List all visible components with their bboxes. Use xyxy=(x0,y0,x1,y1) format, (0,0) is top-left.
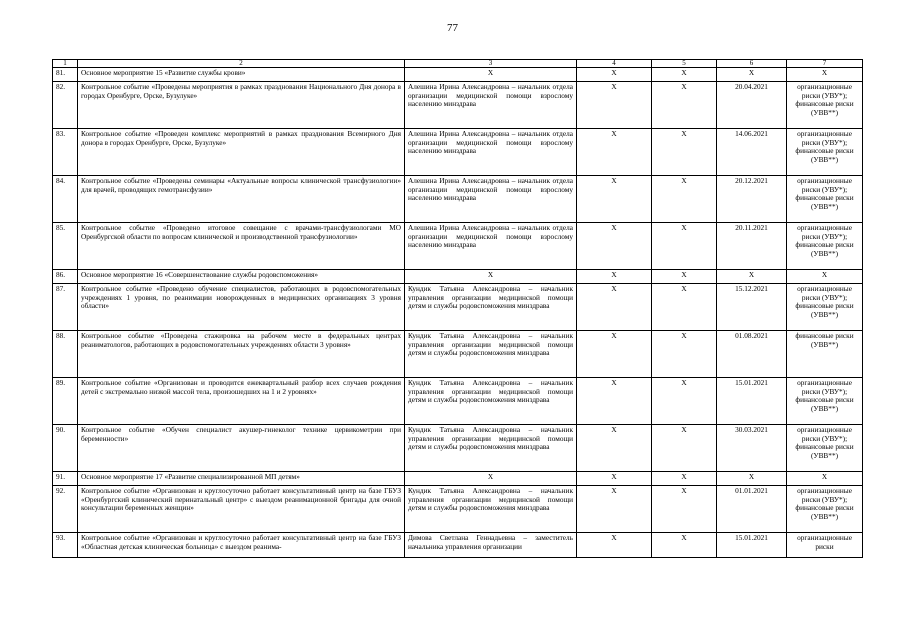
column-5-value: X xyxy=(652,176,717,223)
column-5-value: X xyxy=(652,82,717,129)
completion-date: 01.01.2021 xyxy=(717,486,787,533)
row-number: 93. xyxy=(53,533,78,558)
responsible-person: Алешина Ирина Александровна – начальник отдела организации медицинской помощи взрослому населению минздрава xyxy=(405,82,577,129)
column-number: 3 xyxy=(405,60,577,68)
responsible-person: X xyxy=(405,68,577,82)
completion-date: 15.12.2021 xyxy=(717,284,787,331)
completion-date: 14.06.2021 xyxy=(717,129,787,176)
column-4-value: X xyxy=(577,331,652,378)
column-4-value: X xyxy=(577,284,652,331)
risk-description: организационные риски (УВУ*); финансовые риски (УВВ**) xyxy=(787,223,863,270)
event-name: Контрольное событие «Проведено обучение специалистов, работающих в родовспомогательных учреждениях 1 уровня, по реанимации новорожденных в медицинских организациях 3 уровня области» xyxy=(78,284,405,331)
responsible-person: Кундик Татьяна Александровна – начальник управления организации медицинской помощи детям и службы родовспоможения минздрава xyxy=(405,425,577,472)
column-5-value: X xyxy=(652,486,717,533)
column-number: 4 xyxy=(577,60,652,68)
column-4-value: X xyxy=(577,425,652,472)
event-name: Основное мероприятие 15 «Развитие службы крови» xyxy=(78,68,405,82)
completion-date: 15.01.2021 xyxy=(717,378,787,425)
event-name: Контрольное событие «Проведен комплекс мероприятий в рамках празднования Всемирного Дня донора в городах Оренбурге, Орске, Бузулуке» xyxy=(78,129,405,176)
responsible-person: Кундик Татьяна Александровна – начальник управления организации медицинской помощи детям и службы родовспоможения минздрава xyxy=(405,284,577,331)
completion-date: 15.01.2021 xyxy=(717,533,787,558)
event-name: Контрольное событие «Проведены семинары «Актуальные вопросы клинической трансфузиологии» для врачей, проводящих гемотрансфузии» xyxy=(78,176,405,223)
row-number: 90. xyxy=(53,425,78,472)
table-row xyxy=(53,284,863,331)
table-row xyxy=(53,331,863,378)
completion-date: 20.12.2021 xyxy=(717,176,787,223)
risk-description: X xyxy=(787,472,863,486)
risk-description: организационные риски (УВУ*); финансовые риски (УВВ**) xyxy=(787,284,863,331)
column-number: 2 xyxy=(78,60,405,68)
risk-description: финансовые риски (УВВ**) xyxy=(787,331,863,378)
responsible-person: Кундик Татьяна Александровна – начальник управления организации медицинской помощи детям и службы родовспоможения минздрава xyxy=(405,486,577,533)
table-row xyxy=(53,129,863,176)
table-row xyxy=(53,270,863,284)
completion-date: X xyxy=(717,68,787,82)
table-row xyxy=(53,378,863,425)
column-5-value: X xyxy=(652,129,717,176)
risk-description: X xyxy=(787,68,863,82)
event-name: Основное мероприятие 16 «Совершенствование службы родовспоможения» xyxy=(78,270,405,284)
row-number: 86. xyxy=(53,270,78,284)
column-number: 6 xyxy=(717,60,787,68)
responsible-person: Кундик Татьяна Александровна – начальник управления организации медицинской помощи детям и службы родовспоможения минздрава xyxy=(405,378,577,425)
completion-date: 20.04.2021 xyxy=(717,82,787,129)
row-number: 83. xyxy=(53,129,78,176)
column-4-value: X xyxy=(577,129,652,176)
responsible-person: X xyxy=(405,472,577,486)
completion-date: X xyxy=(717,472,787,486)
event-name: Контрольное событие «Проведена стажировка на рабочем месте в федеральных центрах реаниматологов, работающих в родовспомогательных учреждениях области 3 уровня» xyxy=(78,331,405,378)
completion-date: 01.08.2021 xyxy=(717,331,787,378)
column-4-value: X xyxy=(577,533,652,558)
column-number-row xyxy=(53,60,863,68)
responsible-person: Димова Светлана Геннадьевна – заместитель начальника управления организации xyxy=(405,533,577,558)
responsible-person: X xyxy=(405,270,577,284)
risk-description: организационные риски (УВУ*); финансовые риски (УВВ**) xyxy=(787,486,863,533)
column-4-value: X xyxy=(577,486,652,533)
column-4-value: X xyxy=(577,82,652,129)
table-row xyxy=(53,176,863,223)
event-name: Контрольное событие «Проведены мероприятия в рамках празднования Национального Дня донора в городах Оренбурге, Орске, Бузулуке» xyxy=(78,82,405,129)
risk-description: организационные риски (УВУ*); финансовые риски (УВВ**) xyxy=(787,425,863,472)
completion-date: 30.03.2021 xyxy=(717,425,787,472)
row-number: 85. xyxy=(53,223,78,270)
table-row xyxy=(53,425,863,472)
column-5-value: X xyxy=(652,331,717,378)
row-number: 81. xyxy=(53,68,78,82)
column-5-value: X xyxy=(652,284,717,331)
event-name: Основное мероприятие 17 «Развитие специализированной МП детям» xyxy=(78,472,405,486)
table-row xyxy=(53,68,863,82)
risk-description: организационные риски (УВУ*); финансовые риски (УВВ**) xyxy=(787,82,863,129)
column-4-value: X xyxy=(577,176,652,223)
column-4-value: X xyxy=(577,223,652,270)
row-number: 89. xyxy=(53,378,78,425)
row-number: 87. xyxy=(53,284,78,331)
risk-description: организационные риски xyxy=(787,533,863,558)
column-5-value: X xyxy=(652,270,717,284)
column-number: 7 xyxy=(787,60,863,68)
plan-table xyxy=(52,59,863,558)
responsible-person: Алешина Ирина Александровна – начальник отдела организации медицинской помощи взрослому населению минздрава xyxy=(405,129,577,176)
responsible-person: Алешина Ирина Александровна – начальник отдела организации медицинской помощи взрослому населению минздрава xyxy=(405,223,577,270)
event-name: Контрольное событие «Проведено итоговое совещание с врачами-трансфузиологами МО Оренбургской области по вопросам клинической и производственной трансфузиологии» xyxy=(78,223,405,270)
page-number: 77 xyxy=(447,22,458,34)
responsible-person: Кундик Татьяна Александровна – начальник управления организации медицинской помощи детям и службы родовспоможения минздрава xyxy=(405,331,577,378)
row-number: 92. xyxy=(53,486,78,533)
row-number: 91. xyxy=(53,472,78,486)
column-number: 5 xyxy=(652,60,717,68)
row-number: 82. xyxy=(53,82,78,129)
column-5-value: X xyxy=(652,472,717,486)
column-4-value: X xyxy=(577,68,652,82)
risk-description: X xyxy=(787,270,863,284)
table-row xyxy=(53,486,863,533)
column-4-value: X xyxy=(577,472,652,486)
event-name: Контрольное событие «Обучен специалист акушер-гинеколог технике цервикометрии при беременности» xyxy=(78,425,405,472)
column-5-value: X xyxy=(652,68,717,82)
risk-description: организационные риски (УВУ*); финансовые риски (УВВ**) xyxy=(787,176,863,223)
column-5-value: X xyxy=(652,378,717,425)
row-number: 88. xyxy=(53,331,78,378)
event-name: Контрольное событие «Организован и проводится ежеквартальный разбор всех случаев рождения детей с экстремально низкой массой тела, произошедших на 1 и 2 уровнях» xyxy=(78,378,405,425)
row-number: 84. xyxy=(53,176,78,223)
completion-date: 20.11.2021 xyxy=(717,223,787,270)
risk-description: организационные риски (УВУ*); финансовые риски (УВВ**) xyxy=(787,378,863,425)
completion-date: X xyxy=(717,270,787,284)
column-5-value: X xyxy=(652,425,717,472)
table-row xyxy=(53,223,863,270)
column-number: 1 xyxy=(53,60,78,68)
column-5-value: X xyxy=(652,223,717,270)
column-4-value: X xyxy=(577,378,652,425)
responsible-person: Алешина Ирина Александровна – начальник отдела организации медицинской помощи взрослому населению минздрава xyxy=(405,176,577,223)
event-name: Контрольное событие «Организован и круглосуточно работает консультативный центр на базе ГБУЗ «Оренбургский клинический перинатальный центр» с выездом реанимационной бригады для очной консультации беременных женщин» xyxy=(78,486,405,533)
table-body xyxy=(53,68,863,558)
risk-description: организационные риски (УВУ*); финансовые риски (УВВ**) xyxy=(787,129,863,176)
column-5-value: X xyxy=(652,533,717,558)
table-row xyxy=(53,82,863,129)
table-row xyxy=(53,472,863,486)
table-row xyxy=(53,533,863,558)
event-name: Контрольное событие «Организован и круглосуточно работает консультативный центр на базе ГБУЗ «Областная детская клиническая больница» с выездом реанима- xyxy=(78,533,405,558)
column-4-value: X xyxy=(577,270,652,284)
